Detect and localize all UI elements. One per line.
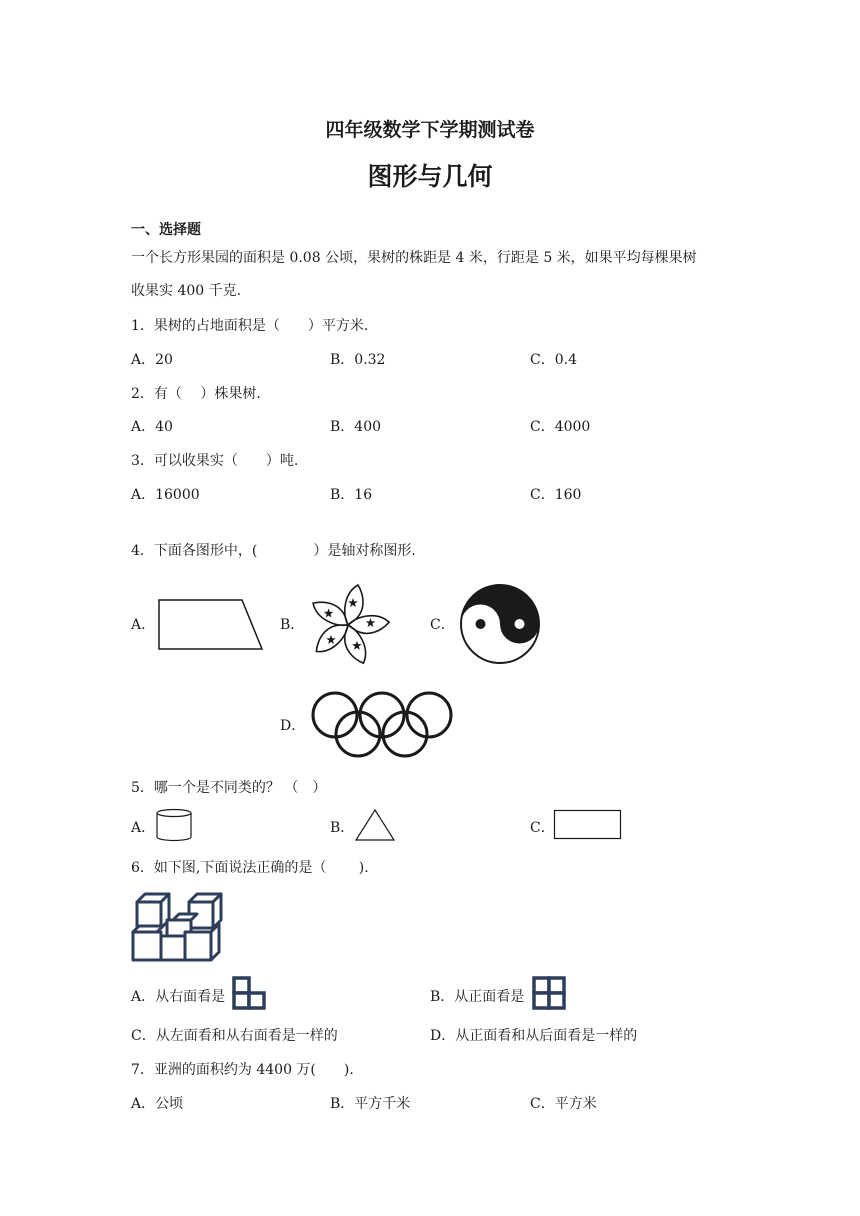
question-1-option-b[interactable]: B．0.32 <box>330 352 386 368</box>
rectangle-icon <box>553 809 623 841</box>
question-6-option-b[interactable]: B．从正面看是 <box>430 989 525 1005</box>
olympic-rings-icon <box>308 690 456 760</box>
question-7-option-c[interactable]: C．平方米 <box>530 1096 597 1112</box>
question-4-option-d[interactable]: D． <box>280 718 306 734</box>
question-1-option-c[interactable]: C．0.4 <box>530 352 577 368</box>
page-subtitle: 图形与几何 <box>367 162 493 191</box>
question-4-stem: 4．下面各图形中，( ）是轴对称图形. <box>131 543 416 559</box>
question-6-stem: 6．如下图,下面说法正确的是（ ). <box>131 860 369 876</box>
bauhinia-flower-icon <box>303 582 393 668</box>
question-6-option-c[interactable]: C．从左面看和从右面看是一样的 <box>131 1028 338 1044</box>
intro-text-line1: 一个长方形果园的面积是 0.08 公顷，果树的株距是 4 米，行距是 5 米，如果平均每棵果树 <box>131 250 697 266</box>
section-heading: 一、选择题 <box>131 222 201 238</box>
stacked-cubes-icon <box>129 890 227 964</box>
intro-text-line2: 收果实 400 千克. <box>131 283 242 299</box>
yin-yang-icon <box>458 582 542 666</box>
question-2-stem: 2．有（ ）株果树. <box>131 386 261 402</box>
question-6-option-a[interactable]: A．从右面看是 <box>131 989 226 1005</box>
question-2-option-c[interactable]: C．4000 <box>530 419 591 435</box>
question-1-option-a[interactable]: A．20 <box>131 352 173 368</box>
question-4-option-b[interactable]: B． <box>280 617 305 633</box>
front-view-grid-icon <box>532 976 568 1012</box>
page-title: 四年级数学下学期测试卷 <box>325 119 535 141</box>
question-7-stem: 7．亚洲的面积约为 4400 万( ). <box>131 1062 354 1078</box>
question-5-stem: 5．哪一个是不同类的？ （ ） <box>131 780 327 796</box>
triangle-icon <box>354 808 396 842</box>
question-4-option-c[interactable]: C． <box>430 617 455 633</box>
question-3-option-a[interactable]: A．16000 <box>131 487 200 503</box>
question-3-option-b[interactable]: B．16 <box>330 487 373 503</box>
question-1-stem: 1．果树的占地面积是（ ）平方米. <box>131 318 369 334</box>
question-3-option-c[interactable]: C．160 <box>530 487 582 503</box>
question-7-option-b[interactable]: B．平方千米 <box>330 1096 411 1112</box>
cylinder-icon <box>154 808 194 842</box>
right-view-grid-icon <box>232 976 268 1012</box>
trapezoid-icon <box>156 598 266 652</box>
question-5-option-a[interactable]: A． <box>131 820 156 836</box>
question-2-option-b[interactable]: B．400 <box>330 419 382 435</box>
question-5-option-c[interactable]: C． <box>530 820 555 836</box>
question-2-option-a[interactable]: A．40 <box>131 419 173 435</box>
question-4-option-a[interactable]: A． <box>131 617 156 633</box>
question-6-option-d[interactable]: D．从正面看和从后面看是一样的 <box>430 1028 638 1044</box>
question-7-option-a[interactable]: A．公顷 <box>131 1096 184 1112</box>
question-3-stem: 3．可以收果实（ ）吨. <box>131 453 299 469</box>
question-5-option-b[interactable]: B． <box>330 820 355 836</box>
